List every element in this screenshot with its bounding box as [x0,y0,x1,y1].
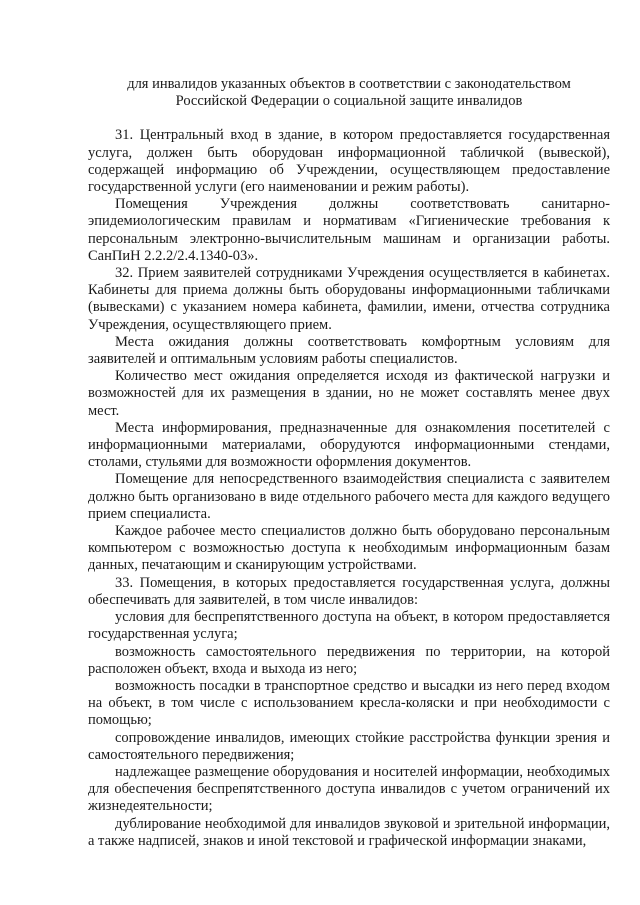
paragraph-waiting-count: Количество мест ожидания определяется исходя из фактической нагрузки и возможностей для их размещения в здании, но не может составлять менее двух мест. [88,368,610,419]
document-page [88,76,610,850]
body-text [88,127,610,850]
heading-spacer [88,110,610,127]
paragraph-workplace: Помещение для непосредственного взаимодействия специалиста с заявителем должно быть организовано в виде отдельного рабочего места для каждого ведущего прием специалиста. [88,471,610,522]
heading-line-1: для инвалидов указанных объектов в соответствии с законодательством [127,76,571,92]
list-item-escort: сопровождение инвалидов, имеющих стойкие расстройства функции зрения и самостоятельного передвижения; [88,729,610,763]
paragraph-33-premises: 33. Помещения, в которых предоставляется государственная услуга, должны обеспечивать для заявителей, в том числе инвалидов: [88,574,610,608]
list-item-access-conditions: условия для беспрепятственного доступа на объект, в котором предоставляется государственная услуга; [88,609,610,643]
list-item-information-duplication: дублирование необходимой для инвалидов звуковой и зрительной информации, а также надписей, знаков и иной текстовой и графической информации знаками, [88,815,610,849]
heading-line-2: Российской Федерации о социальной защите инвалидов [175,93,523,110]
paragraph-information-areas: Места информирования, предназначенные для ознакомления посетителей с информационными материалами, оборудуются информационными стендами, столами, стульями для возможности оформления документов. [88,419,610,471]
paragraph-waiting-areas: Места ожидания должны соответствовать комфортным условиям для заявителей и оптимальным условиям работы специалистов. [88,333,610,368]
paragraph-sanitary-rules: Помещения Учреждения должны соответствовать санитарно-эпидемиологическим правилам и нормативам «Гигиенические требования к персональным электронно-вычислительным машинам и организации работы. СанПиН 2.2.2/2.4.1340-03». [88,196,610,264]
list-item-independent-movement: возможность самостоятельного передвижения по территории, на которой расположен объект, входа и выхода из него; [88,643,610,677]
section-heading [88,76,610,110]
paragraph-32-reception: 32. Прием заявителей сотрудниками Учреждения осуществляется в кабинетах. Кабинеты для приема должны быть оборудованы информационными табличками (вывесками) с указанием номера кабинета, фамилии, имени, отчества сотрудника Учреждения, осуществляющего прием. [88,265,610,333]
paragraph-workplace-equipment: Каждое рабочее место специалистов должно быть оборудовано персональным компьютером с возможностью доступа к необходимым информационным базам данных, печатающим и сканирующим устройствами. [88,523,610,574]
paragraph-31-entrance: 31. Центральный вход в здание, в котором предоставляется государственная услуга, должен быть оборудован информационной табличкой (вывеской), содержащей информацию об Учреждении, осуществляющем предоставление государственной услуги (его наименовании и режим работы). [88,127,610,196]
list-item-transport-boarding: возможность посадки в транспортное средство и высадки из него перед входом на объект, в том числе с использованием кресла-коляски и при необходимости с помощью; [88,677,610,729]
list-item-equipment-placement: надлежащее размещение оборудования и носителей информации, необходимых для обеспечения беспрепятственного доступа инвалидов с учетом ограничений их жизнедеятельности; [88,763,610,815]
